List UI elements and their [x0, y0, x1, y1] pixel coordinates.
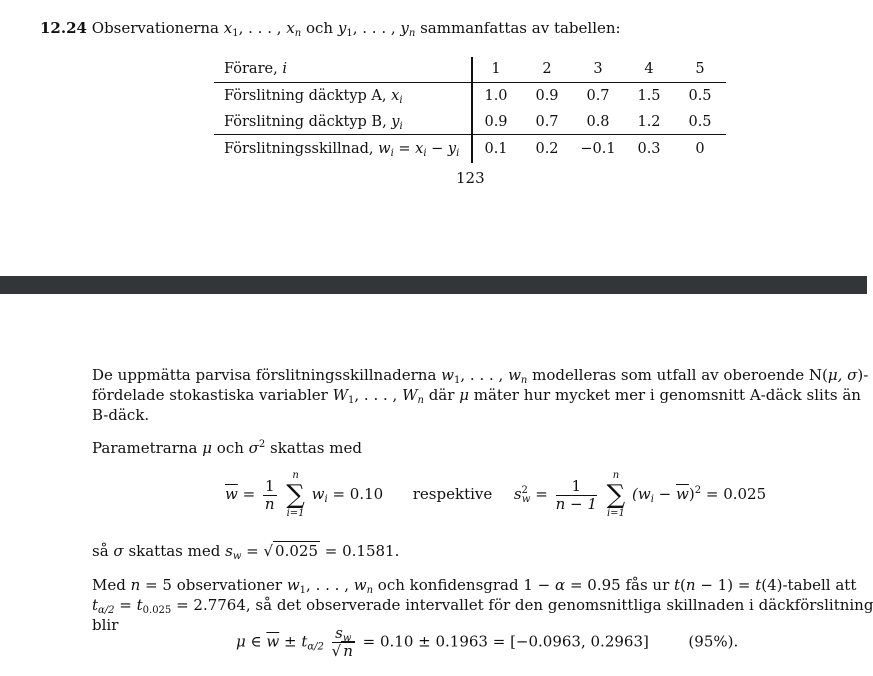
table-cell: 0.3 [637, 141, 661, 157]
var-x: x [286, 19, 295, 37]
solution-paragraph-2: Parametrarna μ och $\sigma^2$ skattas med [92, 439, 362, 457]
table-cell: 0.2 [535, 141, 559, 157]
table-col-header: 2 [542, 61, 552, 77]
equation-estimates: $\overline{w}$ = $\frac{1}{n}$ n ∑ i=1 $w_i = 0.10$ respektive $s^2_w$ = $\frac{1}{n - 1}$ n ∑ i=1 $(w_i - \overline{w})^2 = 0.025$ [225, 470, 767, 519]
table-col-header: 1 [491, 61, 501, 77]
table-cell: 0.5 [688, 88, 712, 104]
table-col-header: 5 [695, 61, 705, 77]
var-y: y [400, 19, 409, 37]
page-number: 123 [456, 169, 485, 187]
intro-och: och [301, 19, 338, 37]
intro-text: Observationerna [91, 19, 224, 37]
table-row-label: Förslitning däcktyp A, $x_i$ [224, 88, 403, 106]
table-cell: 0 [695, 141, 705, 157]
solution-paragraph-1: De uppmätta parvisa förslitningsskillnaderna $w_1$, . . . , $w_n$ modelleras som utfall av oberoende N(μ, σ)- fördelade stokastiska variabler $W_1$, . . . , $W_n$ där μ mäter hur mycket mer i genomsnitt A-däck slits än B-däck. [92, 366, 869, 424]
table-rule-sum [214, 134, 726, 135]
table-cell: 1.2 [637, 114, 661, 130]
problem-number: 12.24 [40, 19, 87, 37]
ellipsis: , . . . , [238, 19, 287, 37]
table-row-label: Förslitning däcktyp B, $y_i$ [224, 114, 403, 132]
solution-paragraph-3: så σ skattas med $s_w$ = √ 0.025 = 0.1581. [92, 542, 400, 562]
ellipsis: , . . . , [352, 19, 401, 37]
intro-end: sammanfattas av tabellen: [415, 19, 621, 37]
table-cell: −0.1 [580, 141, 616, 157]
sub-n: n [294, 28, 302, 39]
table-cell: 0.5 [688, 114, 712, 130]
sub-1: 1 [232, 28, 239, 39]
solution-paragraph-4: Med n = 5 observationer $w_1$, . . . , $w_n$ och konfidensgrad 1 − α = 0.95 fås ur t(n − 1) = t(4)-tabell att $t_{\alpha/2} = t_{0.025} = 2.7764$, så det observerade intervallet för den genomsnittliga skillnaden i däckförslitning blir [92, 576, 873, 634]
page-divider [0, 276, 867, 294]
sub-1: 1 [346, 28, 353, 39]
problem-statement [40, 19, 621, 37]
table-col-header: 4 [644, 61, 654, 77]
table-header-label: Förare, i [224, 61, 287, 77]
table-row-label: Förslitningsskillnad, $w_i = x_i - y_i$ [224, 141, 460, 159]
sub-n: n [408, 28, 416, 39]
table-cell: 1.5 [637, 88, 661, 104]
table-cell: 1.0 [484, 88, 508, 104]
table-vertical-rule [471, 57, 473, 163]
table-cell: 0.9 [484, 114, 508, 130]
table-rule-header [214, 82, 726, 83]
var-y: y [337, 19, 347, 37]
table-col-header: 3 [593, 61, 603, 77]
table-cell: 0.9 [535, 88, 559, 104]
table-cell: 0.8 [586, 114, 610, 130]
equation-interval: μ ∈ $\overline{w} \pm t_{\alpha/2}$ $\frac{s_w}{√ n}$ = 0.10 ± 0.1963 = [−0.0963, 0.2963] (95%). [236, 624, 739, 660]
table-cell: 0.7 [586, 88, 610, 104]
table-cell: 0.1 [484, 141, 508, 157]
data-table [214, 57, 726, 167]
table-cell: 0.7 [535, 114, 559, 130]
var-x: x [223, 19, 233, 37]
